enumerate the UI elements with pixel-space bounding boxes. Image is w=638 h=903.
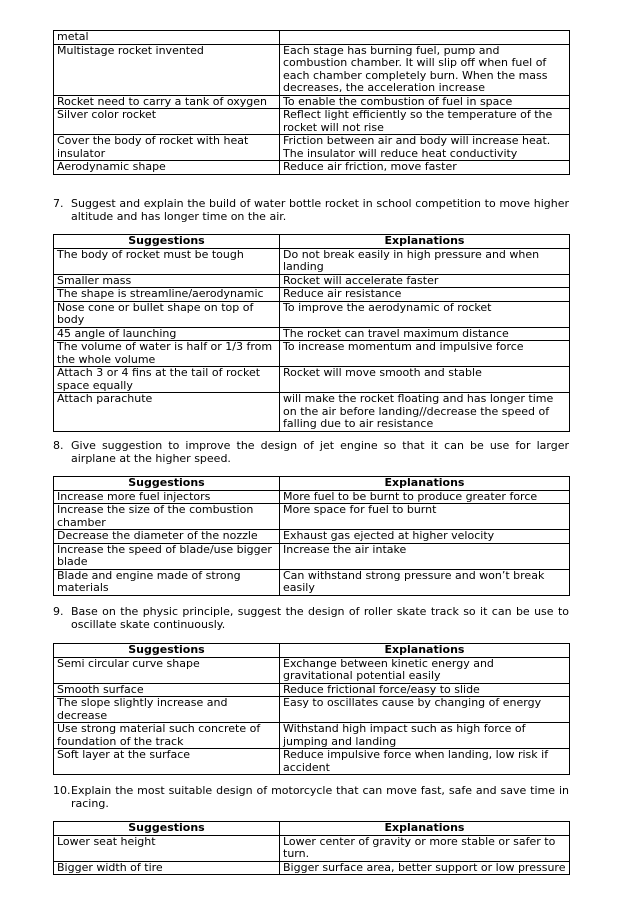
question-text: Explain the most suitable design of motorcycle that can move fast, safe and save time in racing. bbox=[71, 784, 569, 810]
suggestions-header: Suggestions bbox=[54, 477, 280, 491]
question-text: Suggest and explain the build of water bottle rocket in school competition to move higher altitude and has longer time on the air. bbox=[71, 197, 569, 223]
explanation-cell: Each stage has burning fuel, pump and combustion chamber. It will slip off when fuel of each chamber completely burn. When the mass decreases, the acceleration increase bbox=[280, 44, 570, 95]
question-number: 10. bbox=[53, 784, 71, 797]
question-8 bbox=[53, 439, 569, 465]
explanation-cell: Reduce air resistance bbox=[280, 288, 570, 302]
table-row bbox=[54, 657, 570, 683]
explanation-cell: Reduce impulsive force when landing, low risk if accident bbox=[280, 749, 570, 775]
explanations-header: Explanations bbox=[280, 644, 570, 658]
explanations-header: Explanations bbox=[280, 822, 570, 836]
table-row bbox=[54, 301, 570, 327]
suggestion-cell: Lower seat height bbox=[54, 835, 280, 861]
table-row bbox=[54, 109, 570, 135]
suggestion-cell: Multistage rocket invented bbox=[54, 44, 280, 95]
suggestion-cell: Smaller mass bbox=[54, 274, 280, 288]
explanation-cell: Rocket will move smooth and stable bbox=[280, 367, 570, 393]
table-row bbox=[54, 393, 570, 432]
question-text: Give suggestion to improve the design of jet engine so that it can be use for larger airplane at the higher speed. bbox=[71, 439, 569, 465]
water-rocket-table bbox=[53, 234, 570, 432]
table-row bbox=[54, 749, 570, 775]
table-header-row bbox=[54, 822, 570, 836]
table-row bbox=[54, 543, 570, 569]
question-number: 9. bbox=[53, 605, 64, 618]
explanation-cell: Withstand high impact such as high force of jumping and landing bbox=[280, 723, 570, 749]
explanation-cell: Reduce air friction, move faster bbox=[280, 161, 570, 175]
explanation-cell: Easy to oscillates cause by changing of energy bbox=[280, 697, 570, 723]
table-row bbox=[54, 341, 570, 367]
suggestion-cell: Increase more fuel injectors bbox=[54, 490, 280, 504]
explanation-cell: will make the rocket floating and has longer time on the air before landing//decrease the speed of falling due to air resistance bbox=[280, 393, 570, 432]
suggestion-cell: Increase the size of the combustion chamber bbox=[54, 504, 280, 530]
explanation-cell: Can withstand strong pressure and won’t break easily bbox=[280, 569, 570, 595]
suggestion-cell: Increase the speed of blade/use bigger blade bbox=[54, 543, 280, 569]
table-row bbox=[54, 835, 570, 861]
suggestions-header: Suggestions bbox=[54, 235, 280, 249]
explanation-cell: Reduce frictional force/easy to slide bbox=[280, 683, 570, 697]
suggestion-cell: Nose cone or bullet shape on top of body bbox=[54, 301, 280, 327]
explanation-cell: More space for fuel to burnt bbox=[280, 504, 570, 530]
explanation-cell: Do not break easily in high pressure and when landing bbox=[280, 248, 570, 274]
question-7 bbox=[53, 197, 569, 223]
table-row bbox=[54, 327, 570, 341]
suggestion-cell: Smooth surface bbox=[54, 683, 280, 697]
suggestion-cell: Aerodynamic shape bbox=[54, 161, 280, 175]
table-row bbox=[54, 861, 570, 875]
suggestion-cell: Rocket need to carry a tank of oxygen bbox=[54, 95, 280, 109]
explanation-cell: Friction between air and body will increase heat. The insulator will reduce heat conductivity bbox=[280, 135, 570, 161]
table-row bbox=[54, 683, 570, 697]
suggestion-cell: Attach 3 or 4 fins at the tail of rocket space equally bbox=[54, 367, 280, 393]
explanation-cell: Increase the air intake bbox=[280, 543, 570, 569]
suggestion-cell: Soft layer at the surface bbox=[54, 749, 280, 775]
table-row bbox=[54, 44, 570, 95]
explanation-cell: Bigger surface area, better support or low pressure bbox=[280, 861, 570, 875]
explanation-cell: To increase momentum and impulsive force bbox=[280, 341, 570, 367]
suggestion-cell: The slope slightly increase and decrease bbox=[54, 697, 280, 723]
question-9 bbox=[53, 605, 569, 631]
question-10 bbox=[53, 784, 569, 810]
table-row bbox=[54, 288, 570, 302]
table-row bbox=[54, 697, 570, 723]
motorcycle-table bbox=[53, 821, 570, 875]
suggestion-cell: Silver color rocket bbox=[54, 109, 280, 135]
table-header-row bbox=[54, 477, 570, 491]
explanation-cell: Rocket will accelerate faster bbox=[280, 274, 570, 288]
table-row bbox=[54, 367, 570, 393]
suggestions-header: Suggestions bbox=[54, 644, 280, 658]
explanation-cell: To enable the combustion of fuel in space bbox=[280, 95, 570, 109]
explanation-cell: Exhaust gas ejected at higher velocity bbox=[280, 530, 570, 544]
suggestion-cell: Attach parachute bbox=[54, 393, 280, 432]
rocket-design-table bbox=[53, 30, 570, 175]
suggestion-cell: The volume of water is half or 1/3 from the whole volume bbox=[54, 341, 280, 367]
suggestion-cell: Decrease the diameter of the nozzle bbox=[54, 530, 280, 544]
table-row bbox=[54, 490, 570, 504]
suggestions-header: Suggestions bbox=[54, 822, 280, 836]
table-row bbox=[54, 161, 570, 175]
explanation-cell: The rocket can travel maximum distance bbox=[280, 327, 570, 341]
explanations-header: Explanations bbox=[280, 477, 570, 491]
table-row bbox=[54, 95, 570, 109]
roller-skate-table bbox=[53, 643, 570, 775]
table-row bbox=[54, 569, 570, 595]
table-row bbox=[54, 504, 570, 530]
question-number: 7. bbox=[53, 197, 64, 210]
table-header-row bbox=[54, 644, 570, 658]
question-text: Base on the physic principle, suggest the design of roller skate track so it can be use to oscillate skate continuously. bbox=[71, 605, 569, 631]
explanation-cell: More fuel to be burnt to produce greater force bbox=[280, 490, 570, 504]
table-row bbox=[54, 31, 570, 45]
explanation-cell: To improve the aerodynamic of rocket bbox=[280, 301, 570, 327]
suggestion-cell: metal bbox=[54, 31, 280, 45]
table-row bbox=[54, 530, 570, 544]
suggestion-cell: Semi circular curve shape bbox=[54, 657, 280, 683]
question-number: 8. bbox=[53, 439, 64, 452]
suggestion-cell: The body of rocket must be tough bbox=[54, 248, 280, 274]
explanations-header: Explanations bbox=[280, 235, 570, 249]
table-row bbox=[54, 248, 570, 274]
explanation-cell: Exchange between kinetic energy and gravitational potential easily bbox=[280, 657, 570, 683]
suggestion-cell: Blade and engine made of strong materials bbox=[54, 569, 280, 595]
jet-engine-table bbox=[53, 476, 570, 596]
table-row bbox=[54, 723, 570, 749]
suggestion-cell: Cover the body of rocket with heat insulator bbox=[54, 135, 280, 161]
suggestion-cell: Bigger width of tire bbox=[54, 861, 280, 875]
table-row bbox=[54, 274, 570, 288]
suggestion-cell: Use strong material such concrete of foundation of the track bbox=[54, 723, 280, 749]
suggestion-cell: The shape is streamline/aerodynamic bbox=[54, 288, 280, 302]
explanation-cell bbox=[280, 31, 570, 45]
explanation-cell: Reflect light efficiently so the temperature of the rocket will not rise bbox=[280, 109, 570, 135]
suggestion-cell: 45 angle of launching bbox=[54, 327, 280, 341]
explanation-cell: Lower center of gravity or more stable or safer to turn. bbox=[280, 835, 570, 861]
table-row bbox=[54, 135, 570, 161]
table-header-row bbox=[54, 235, 570, 249]
